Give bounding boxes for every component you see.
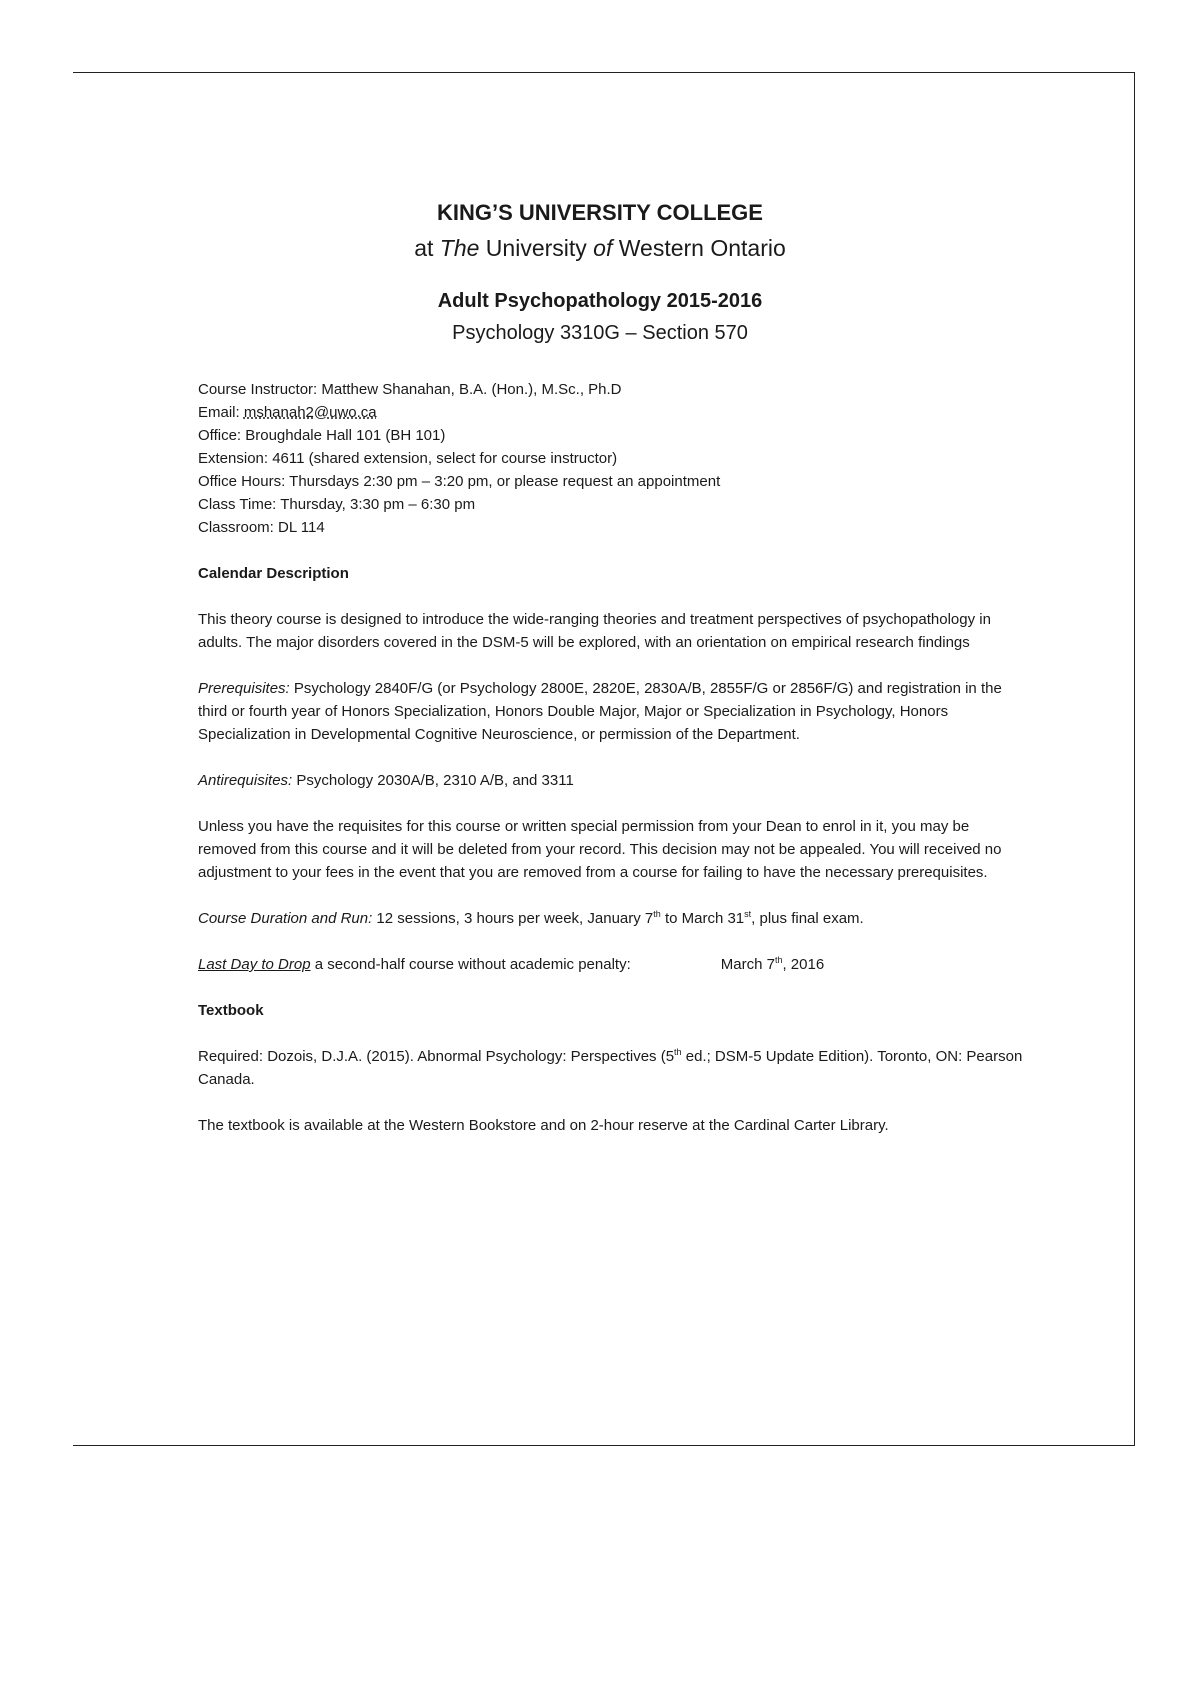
email-line: Email: mshanah2@uwo.ca [198,404,377,421]
syllabus-body [198,378,1028,1137]
college-name: KING’S UNIVERSITY COLLEGE [437,200,763,225]
course-title: Adult Psychopathology 2015-2016 [437,290,763,312]
university-line: at The University of Western Ontario [414,235,786,261]
last-day-to-drop: Last Day to Drop a second-half course without academic penalty: March 7th, 2016 [198,955,825,973]
calendar-description: This theory course is designed to introduce the wide-ranging theories and treatment perspectives of psychopathology in adults. The major disorders covered in the DSM-5 will be explored, with an orientation on empirical research findings [198,611,991,651]
textbook-required: Required: Dozois, D.J.A. (2015). Abnormal Psychology: Perspectives (5th ed.; DSM-5 Update Edition). Toronto, ON: Pearson Canada. [198,1047,1023,1088]
extension-line: Extension: 4611 (shared extension, select for course instructor) [198,450,618,467]
course-duration: Course Duration and Run: 12 sessions, 3 hours per week, January 7th to March 31st, plus final exam. [198,909,864,927]
office-hours-line: Office Hours: Thursdays 2:30 pm – 3:20 pm, or please request an appointment [198,473,721,490]
textbook-availability: The textbook is available at the Western Bookstore and on 2-hour reserve at the Cardinal Carter Library. [198,1117,889,1134]
prerequisites: Prerequisites: Psychology 2840F/G (or Psychology 2800E, 2820E, 2830A/B, 2855F/G or 2856F/G) and registration in the third or fourth year of Honors Specialization, Honors Double Major, Major or Specialization in Psychology, Honors Specialization in Developmental Cognitive Neuroscience, or permission of the Department. [198,680,1002,743]
class-time-line: Class Time: Thursday, 3:30 pm – 6:30 pm [198,496,476,513]
email-link[interactable]: mshanah2@uwo.ca [243,404,377,421]
antirequisites: Antirequisites: Psychology 2030A/B, 2310 A/B, and 3311 [198,772,574,789]
instructor-info [198,378,1028,539]
instructor-line: Course Instructor: Matthew Shanahan, B.A. (Hon.), M.Sc., Ph.D [198,381,622,398]
calendar-description-heading: Calendar Description [198,565,349,582]
requisites-notice: Unless you have the requisites for this course or written special permission from your Dean to enrol in it, you may be removed from this course and it will be deleted from your record. This decision may not be appealed. You will received no adjustment to your fees in the event that you are removed from a course for failing to have the necessary prerequisites. [198,818,1002,881]
course-code: Psychology 3310G – Section 570 [452,322,748,344]
textbook-heading: Textbook [198,1002,264,1019]
classroom-line: Classroom: DL 114 [198,519,325,536]
office-line: Office: Broughdale Hall 101 (BH 101) [198,427,446,444]
